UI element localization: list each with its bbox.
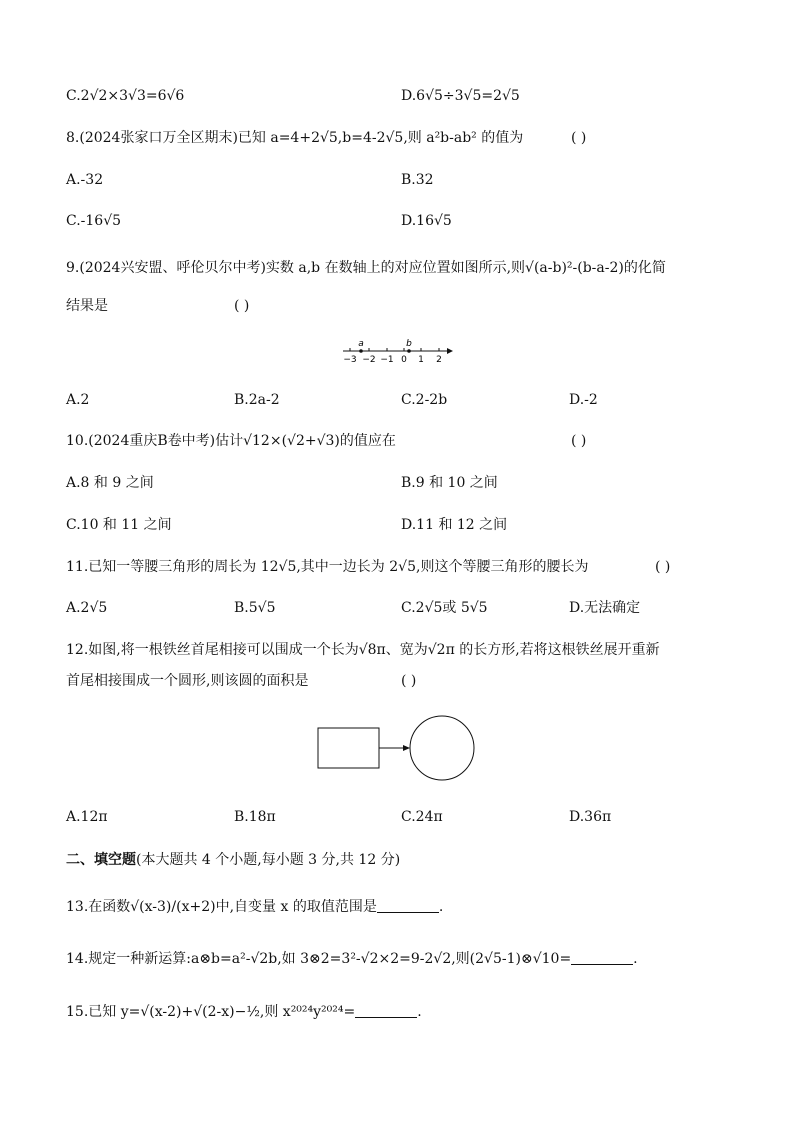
q13-text: 13.在函数√(x-3)/(x+2)中,自变量 x 的取值范围是	[66, 899, 377, 915]
axis-tick-label: −1	[380, 355, 394, 365]
q9-stem-line2: 结果是	[66, 298, 108, 314]
q14-period: .	[633, 951, 638, 967]
q9-option-d: D.-2	[569, 392, 598, 408]
q8-option-a: A.-32	[66, 172, 104, 188]
answer-blank	[377, 898, 439, 913]
q14-text: 14.规定一种新运算:a⊗b=a²-√2b,如 3⊗2=3²-√2×2=9-2√2,则(2√5-1)⊗√10=	[66, 951, 572, 967]
q11-stem: 11.已知一等腰三角形的周长为 12√5,其中一边长为 2√5,则这个等腰三角形的腰长为	[66, 559, 589, 575]
number-line-figure	[335, 335, 460, 370]
section-description: (本大题共 4 个小题,每小题 3 分,共 12 分)	[136, 852, 401, 868]
q13-stem	[66, 897, 734, 917]
answer-blank	[571, 950, 633, 965]
q10-option-d: D.11 和 12 之间	[401, 517, 508, 533]
q9-option-a: A.2	[66, 392, 90, 408]
point-a-label: a	[358, 339, 364, 349]
q12-option-a: A.12π	[66, 809, 108, 825]
q10-option-b: B.9 和 10 之间	[401, 475, 498, 491]
q9-option-b: B.2a-2	[234, 392, 280, 408]
q11-option-d: D.无法确定	[569, 600, 641, 616]
section-title: 二、填空题	[66, 852, 136, 868]
axis-tick-label: 0	[401, 355, 407, 365]
rectangle-shape	[318, 728, 379, 768]
q10-option-a: A.8 和 9 之间	[66, 475, 154, 491]
answer-blank	[355, 1003, 417, 1018]
q11-option-a: A.2√5	[66, 600, 108, 616]
q15-period: .	[417, 1004, 422, 1020]
axis-tick-label: −3	[343, 355, 357, 365]
q10-stem: 10.(2024重庆B卷中考)估计√12×(√2+√3)的值应在	[66, 433, 396, 449]
axis-tick-label: −2	[362, 355, 376, 365]
arrow-icon	[403, 745, 410, 751]
q9-stem: 9.(2024兴安盟、呼伦贝尔中考)实数 a,b 在数轴上的对应位置如图所示,则√(a-b)²-(b-a-2)的化简	[66, 260, 666, 276]
q11-option-b: B.5√5	[234, 600, 276, 616]
q11-answer-paren: ( )	[655, 559, 671, 575]
q15-text: 15.已知 y=√(x-2)+√(2-x)−½,则 x²⁰²⁴y²⁰²⁴=	[66, 1004, 356, 1020]
q12-answer-paren: ( )	[401, 673, 417, 689]
axis-tick-label: 1	[418, 355, 424, 365]
q12-option-b: B.18π	[234, 809, 276, 825]
section-heading	[66, 850, 734, 870]
point-b-label: b	[406, 339, 412, 349]
rectangle-to-circle-figure	[310, 712, 480, 784]
q12-stem-line2: 首尾相接围成一个圆形,则该圆的面积是	[66, 673, 309, 689]
q15-stem	[66, 1002, 734, 1022]
q8-option-d: D.16√5	[401, 213, 452, 229]
q9-answer-paren: ( )	[234, 298, 250, 314]
q7-option-c: C.2√2×3√3=6√6	[66, 88, 185, 104]
q8-option-c: C.-16√5	[66, 213, 122, 229]
q13-period: .	[438, 899, 444, 915]
q9-option-c: C.2-2b	[401, 392, 448, 408]
axis-tick-label: 2	[436, 355, 442, 365]
q12-stem: 12.如图,将一根铁丝首尾相接可以围成一个长为√8π、宽为√2π 的长方形,若将这根铁丝展开重新	[66, 642, 660, 658]
q7-option-d: D.6√5÷3√5=2√5	[401, 88, 520, 104]
q10-option-c: C.10 和 11 之间	[66, 517, 172, 533]
q8-stem: 8.(2024张家口万全区期末)已知 a=4+2√5,b=4-2√5,则 a²b-ab² 的值为	[66, 130, 524, 146]
q11-option-c: C.2√5或 5√5	[401, 600, 488, 616]
q12-option-d: D.36π	[569, 809, 612, 825]
q10-answer-paren: ( )	[571, 433, 587, 449]
circle-shape	[410, 716, 474, 780]
q12-option-c: C.24π	[401, 809, 443, 825]
q8-option-b: B.32	[401, 172, 434, 188]
q8-answer-paren: ( )	[571, 130, 587, 146]
q14-stem	[66, 949, 734, 969]
